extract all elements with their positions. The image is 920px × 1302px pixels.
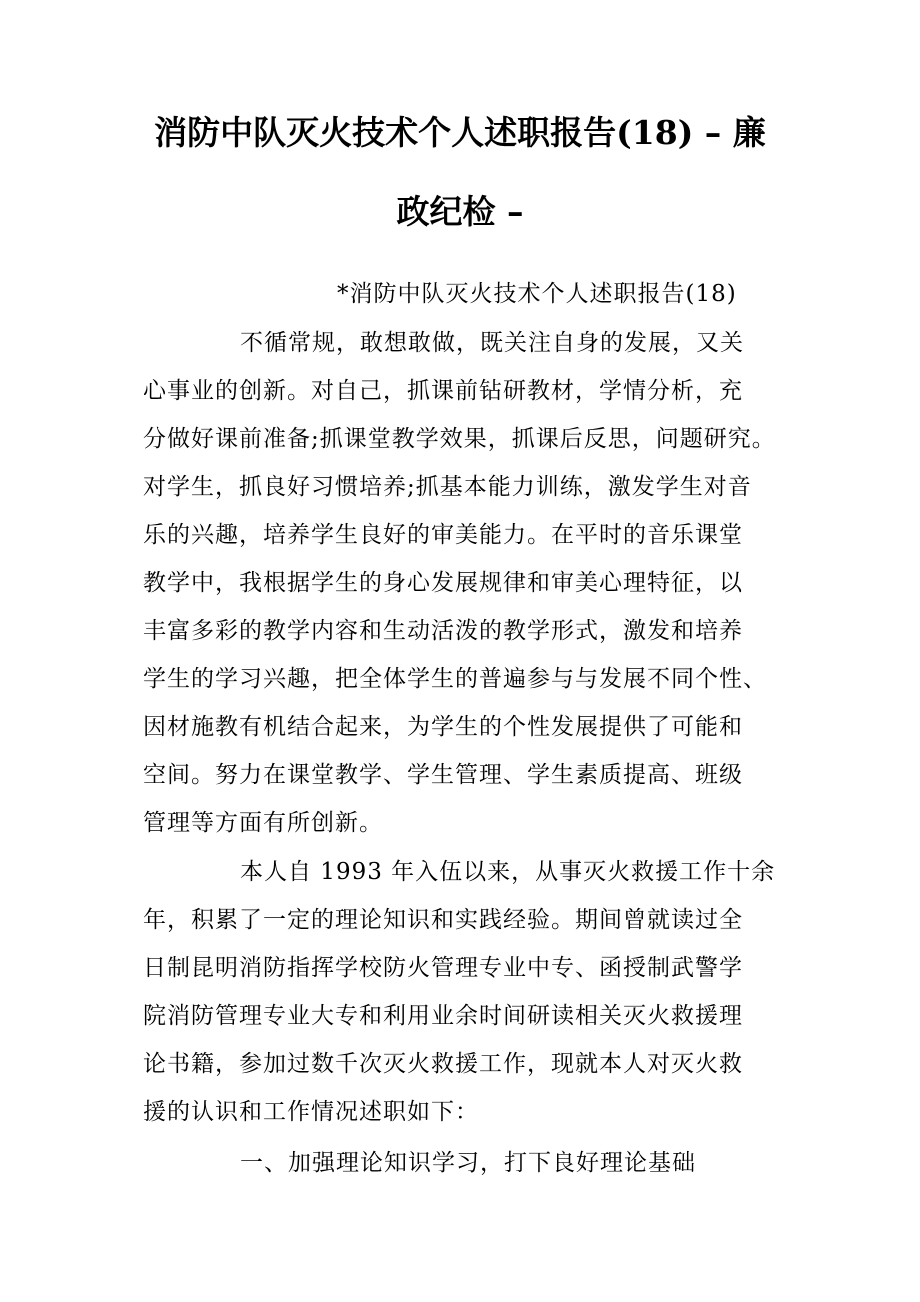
paragraph-1-line: 学生的学习兴趣，把全体学生的普遍参与与发展不同个性、 — [143, 666, 767, 692]
paragraph-2-line: 日制昆明消防指挥学校防火管理专业中专、函授制武警学 — [143, 955, 743, 981]
paragraph-1-line: 对学生，抓良好习惯培养;抓基本能力训练，激发学生对音 — [143, 474, 752, 500]
paragraph-1-line: 空间。努力在课堂教学、学生管理、学生素质提高、班级 — [143, 762, 743, 788]
paragraph-1-line: 因材施教有机结合起来，为学生的个性发展提供了可能和 — [143, 714, 743, 740]
paragraph-2-line: 援的认识和工作情况述职如下： — [143, 1099, 479, 1125]
paragraph-1-line: 丰富多彩的教学内容和生动活泼的教学形式，激发和培养 — [143, 618, 743, 644]
paragraph-1-line: 心事业的创新。对自己，抓课前钻研教材，学情分析，充 — [143, 378, 743, 404]
paragraph-2-line: 本人自 1993 年入伍以来，从事灭火救援工作十余 — [240, 859, 776, 885]
paragraph-2-line: 年，积累了一定的理论知识和实践经验。期间曾就读过全 — [143, 907, 743, 933]
paragraph-2-line: 论书籍，参加过数千次灭火救援工作，现就本人对灭火救 — [143, 1051, 743, 1077]
document-title-line-2: 政纪检 – — [396, 192, 524, 231]
paragraph-1-line: 乐的兴趣，培养学生良好的审美能力。在平时的音乐课堂 — [143, 522, 743, 548]
paragraph-1-line: 教学中，我根据学生的身心发展规律和审美心理特征，以 — [143, 570, 743, 596]
document-subtitle: *消防中队灭火技术个人述职报告(18) — [337, 281, 737, 307]
paragraph-2-line: 院消防管理专业大专和利用业余时间研读相关灭火救援理 — [143, 1003, 743, 1029]
document-title-line-1: 消防中队灭火技术个人述职报告(18) – 廉 — [154, 113, 766, 152]
paragraph-1-line: 分做好课前准备;抓课堂教学效果，抓课后反思，问题研究。 — [143, 426, 776, 452]
section-1-heading: 一、加强理论知识学习，打下良好理论基础 — [240, 1150, 696, 1176]
paragraph-1-line: 不循常规，敢想敢做，既关注自身的发展，又关 — [240, 330, 744, 356]
paragraph-1-line: 管理等方面有所创新。 — [143, 810, 383, 836]
